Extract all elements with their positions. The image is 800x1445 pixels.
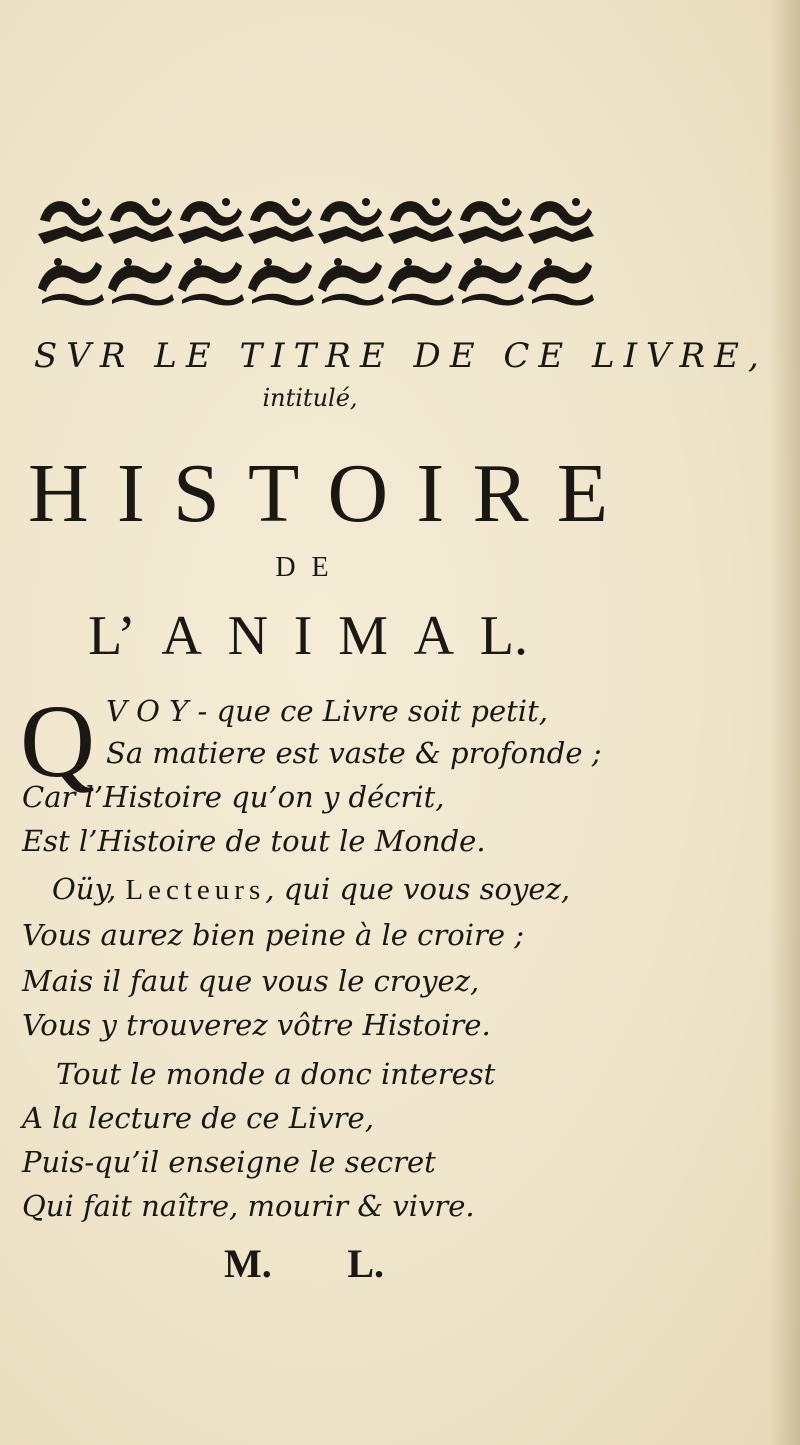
verse-line: Qui fait naître, mourir & vivre. [22,1189,475,1223]
secondary-title-letter: I [293,605,313,667]
secondary-title-letter: L’ [88,605,136,667]
main-title-letter: O [327,447,389,540]
ornament-band-top [36,190,596,248]
main-title-letter: I [416,447,445,540]
secondary-title [88,605,528,667]
verse-line: V O Y - que ce Livre soit petit, [106,694,548,728]
main-title-letter: T [247,447,300,540]
main-title-letter: I [116,447,145,540]
verse-line: Est l’Histoire de tout le Monde. [22,824,486,858]
secondary-title-letter: N [227,605,269,667]
page-subheading: intitulé, [262,384,358,412]
secondary-title-letter: L. [479,605,528,667]
verse-line [52,868,570,911]
verse-line: Mais il faut que vous le croyez, [22,964,480,998]
verse-line: A la lecture de ce Livre, [22,1101,374,1135]
verse-small-caps: Lecteurs [125,874,266,906]
verse-line: Vous y trouverez vôtre Histoire. [22,1008,491,1042]
main-title [28,447,608,540]
title-connector: DE [275,552,345,583]
ornament-band-bottom [36,248,596,306]
verse-fragment: Oüy, [52,872,126,906]
verse-line: Sa matiere est vaste & profonde ; [106,736,602,770]
drop-cap: Q [20,684,96,799]
page-heading: SVR LE TITRE DE CE LIVRE, [34,336,768,376]
verse-line: Tout le monde a donc interest [56,1057,496,1091]
signature-initial: M. [224,1241,272,1286]
author-signature [224,1240,384,1287]
signature-initial: L. [347,1241,384,1286]
verse-fragment: , qui que vous soyez, [265,872,571,906]
main-title-letter: R [472,447,529,540]
verse-line: Car l’Histoire qu’on y décrit, [22,780,445,814]
secondary-title-letter: A [161,605,202,667]
main-title-letter: E [556,447,608,540]
secondary-title-letter: A [413,605,455,667]
secondary-title-letter: M [338,605,388,667]
main-title-letter: S [173,447,220,540]
verse-line: Puis-qu’il enseigne le secret [22,1145,436,1179]
verse-line: Vous aurez bien peine à le croire ; [22,918,524,952]
main-title-letter: H [28,447,89,540]
page-edge-shadow [770,0,800,1445]
